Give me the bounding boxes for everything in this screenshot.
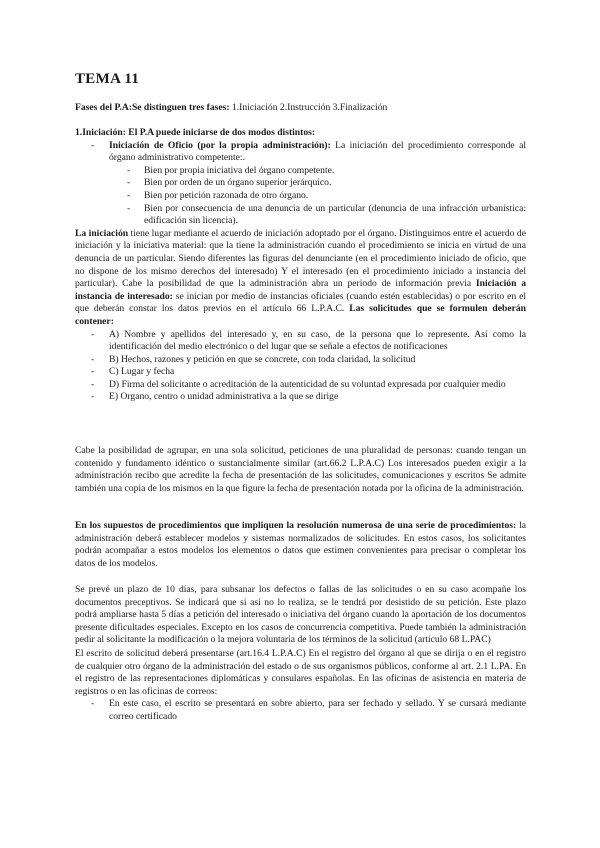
models-text: la administración deberá establecer modelos y sistemas normalizados de solicitudes. En estos casos, los solicitantes podrán acompañar a estos modelos los elementos o datos que estimen convenientes para precisar o completar los datos de los modelos. bbox=[75, 520, 527, 569]
initiation-text-1: tiene lugar mediante el acuerdo de iniciación adoptado por el órgano. Distinguimos entre el acuerdo de iniciación y la iniciativa material: que la tiene la administración cuando el procedimiento se inicia en virtud de una denuncia de un particular. Siendo diferentes las figuras del denunciante (en el procedimiento iniciado de oficio, que no dispone de los mismo derechos del interesado) Y el interesado (en el procedimiento iniciado a instancia del particular). Cabe la posibilidad de que la administración abra un periodo de información previa bbox=[75, 227, 526, 290]
initiation-paragraph bbox=[75, 228, 526, 329]
submission-list bbox=[75, 698, 526, 723]
list-item: - D) Firma del solicitante o acreditación de la autenticidad de su voluntad expresada por cualquier medio bbox=[75, 379, 526, 392]
submission-section bbox=[75, 648, 526, 724]
requirements-list bbox=[75, 329, 526, 405]
page-title: TEMA 11 bbox=[75, 71, 140, 87]
instancia-label: Iniciación a instancia de interesado: bbox=[75, 278, 526, 302]
deadline-paragraph: Se prevé un plazo de 10 días, para subsanar los defectos o fallas de las solicitudes o en su caso acompañe los documentos preceptivos. Se indicará que si así no lo realiza, se le tendrá por desistido de su petición. Este plazo podrá ampliarse hasta 5 días a petición del interesado o iniciativa del órgano cuando la aportación de los documentos presente dificultades especiales. Excepto en los casos de concurrencia competitiva. Puede también la administración pedir al solicitante la modificación o la mejora voluntaria de los términos de la solicitud (artículo 68 L.PAC) bbox=[75, 584, 526, 646]
list-item: - Bien por consecuencia de una denuncia de un particular (denuncia de una infracción urbanística: edificación sin licencia). bbox=[75, 203, 526, 228]
oficio-text: La iniciación del procedimiento corresponde al órgano administrativo competente:. bbox=[109, 139, 526, 164]
grouping-paragraph: Cabe la posibilidad de agrupar, en una sola solicitud, peticiones de una pluralidad de personas: cuando tengan un contenido y fundamento idéntico o sustancialmente similar (art.66.2 L.P.A.C) Los interesados pueden exigir a la administración recibo que acredite la fecha de presentación de las solicitudes, comunicaciones y escritos Se admite también una copia de los mismos en la que figure la fecha de presentación notada por la oficina de la administración. bbox=[75, 445, 526, 494]
oficio-label: Iniciación de Oficio (por la propia administración): bbox=[109, 139, 331, 151]
list-item bbox=[75, 140, 526, 165]
list-item: - Bien por petición razonada de otro órgano. bbox=[75, 190, 526, 203]
list-item: - Bien por orden de un órgano superior jerárquico. bbox=[75, 177, 526, 190]
submission-paragraph: El escrito de solicitud deberá presentarse (art.16.4 L.P.A.C) En el registro del órgano al que se dirija o en el registro de cualquier otro órgano de la administración del estado o de sus organismos públicos, conforme al art. 2.1 L.PA. En el registro de las representaciones diplomáticas y consulares españolas. En las oficinas de asistencia en materia de registros o en las oficinas de correos: bbox=[75, 648, 526, 697]
list-item: - En este caso, el escrito se presentará en sobre abierto, para ser fechado y sellado. Y se cursará mediante correo certificado bbox=[75, 698, 526, 723]
requirements-heading: Las solicitudes que se formulen deberán contener: bbox=[75, 303, 527, 327]
list-item: - C) Lugar y fecha bbox=[75, 366, 526, 379]
list-item: - Bien por propia iniciativa del órgano competente. bbox=[75, 165, 526, 178]
phases-text: 1.Iniciación 2.Instrucción 3.Finalización bbox=[229, 102, 388, 113]
initiation-text-2: se inician por medio de instancias oficiales (cuando estén establecidas) o por escrito en el que deberán constar los datos previos en el artículo 66 L.P.A.C. bbox=[75, 290, 527, 315]
models-paragraph bbox=[75, 520, 526, 570]
phases-paragraph bbox=[75, 102, 526, 115]
list-item: - E) Organo, centro o unidad administrativa a la que se dirige bbox=[75, 391, 526, 404]
list-item: - B) Hechos, razones y petición en que se concrete, con toda claridad, la solicitud bbox=[75, 354, 526, 367]
initiation-heading: 1.Iniciación: El P.A puede iniciarse de dos modos distintos: bbox=[75, 127, 316, 138]
initiation-modes-list bbox=[75, 140, 526, 165]
list-item: - A) Nombre y apellidos del interesado y, en su caso, de la persona que lo represente. Así como la identificación del medio electrónico o del lugar que se señale a efectos de notificaciones bbox=[75, 329, 526, 354]
models-bold: En los supuestos de procedimientos que impliquen la resolución numerosa de una serie de procedimientos: bbox=[75, 520, 517, 531]
initiation-bold-1: La iniciación bbox=[75, 227, 129, 239]
initiation-section bbox=[75, 127, 526, 404]
phases-label: Fases del P.A:Se distinguen tres fases: bbox=[75, 102, 230, 113]
oficio-items-list bbox=[75, 165, 526, 228]
